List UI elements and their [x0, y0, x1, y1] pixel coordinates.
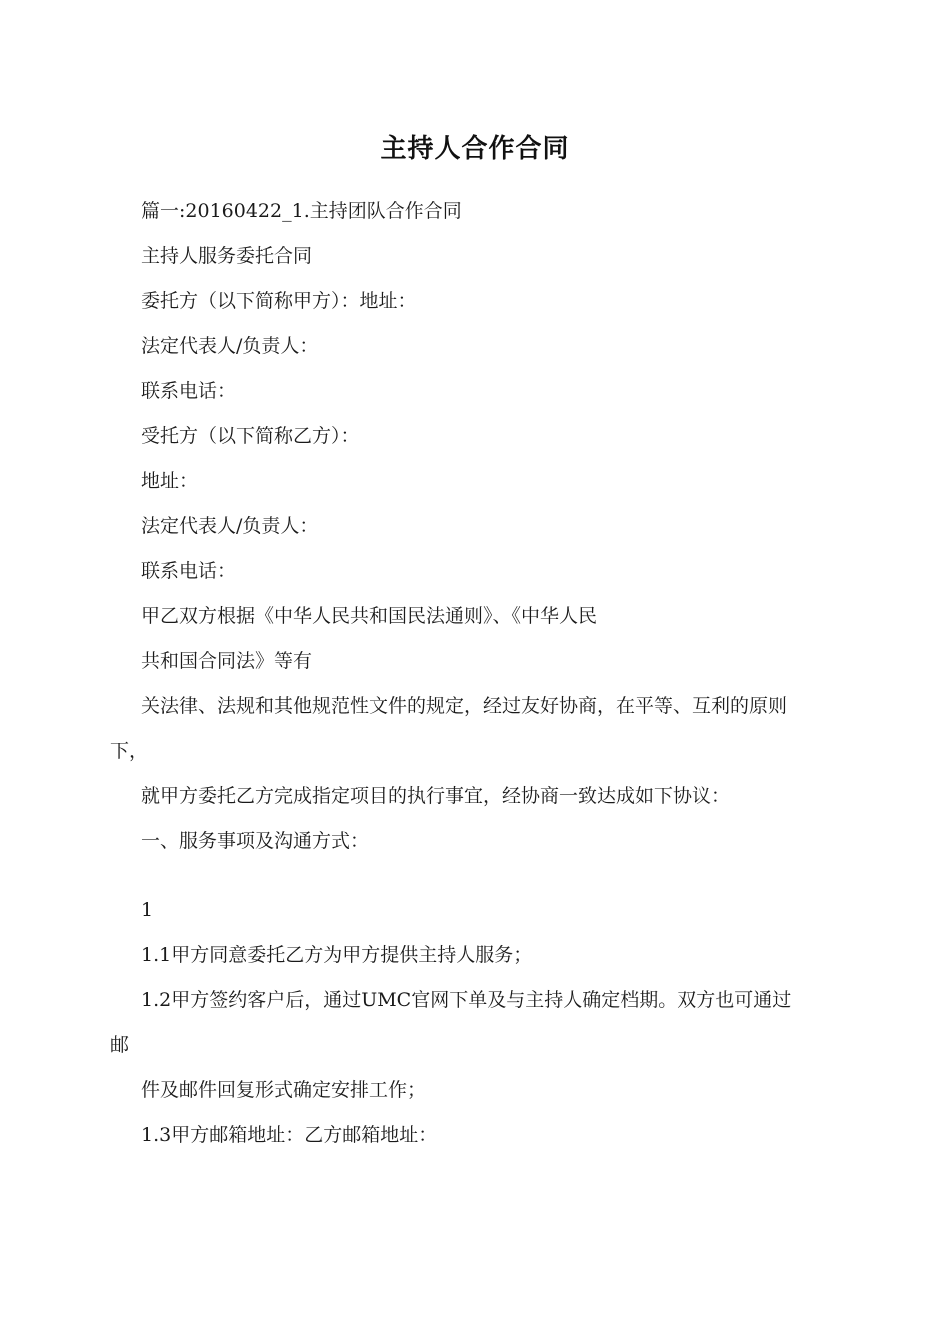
party-b-phone-line: 联系电话：: [141, 560, 237, 582]
clause-item: 1.2甲方签约客户后，通过UMC官网下单及与主持人确定档期。双方也可通过: [141, 989, 792, 1011]
party-b-address-line: 地址：: [141, 470, 199, 492]
section-heading-line: 篇一:20160422_1.主持团队合作合同: [141, 200, 462, 222]
preamble-line: 共和国合同法》等有: [141, 650, 313, 672]
preamble-line: 下，: [110, 740, 149, 762]
page-number: 1: [141, 899, 154, 921]
clause-item: 件及邮件回复形式确定安排工作；: [141, 1079, 427, 1101]
agreement-line: 就甲方委托乙方完成指定项目的执行事宜，经协商一致达成如下协议：: [141, 785, 731, 807]
clause-item: 1.1甲方同意委托乙方为甲方提供主持人服务；: [141, 944, 533, 966]
document-title: 主持人合作合同: [380, 134, 570, 164]
party-a-address-line: 委托方（以下简称甲方）：地址：: [141, 290, 417, 312]
contract-subtitle-line: 主持人服务委托合同: [141, 245, 313, 267]
party-b-representative-line: 法定代表人/负责人：: [141, 515, 319, 537]
party-a-representative-line: 法定代表人/负责人：: [141, 335, 319, 357]
clause-heading: 一、服务事项及沟通方式：: [141, 830, 370, 852]
party-b-line: 受托方（以下简称乙方）：: [141, 425, 360, 447]
clause-item: 1.3甲方邮箱地址：乙方邮箱地址：: [141, 1124, 438, 1146]
party-a-phone-line: 联系电话：: [141, 380, 237, 402]
clause-item: 邮: [110, 1034, 130, 1056]
preamble-line: 甲乙双方根据《中华人民共和国民法通则》、《中华人民: [141, 605, 598, 627]
preamble-line: 关法律、法规和其他规范性文件的规定，经过友好协商，在平等、互利的原则: [141, 695, 788, 717]
